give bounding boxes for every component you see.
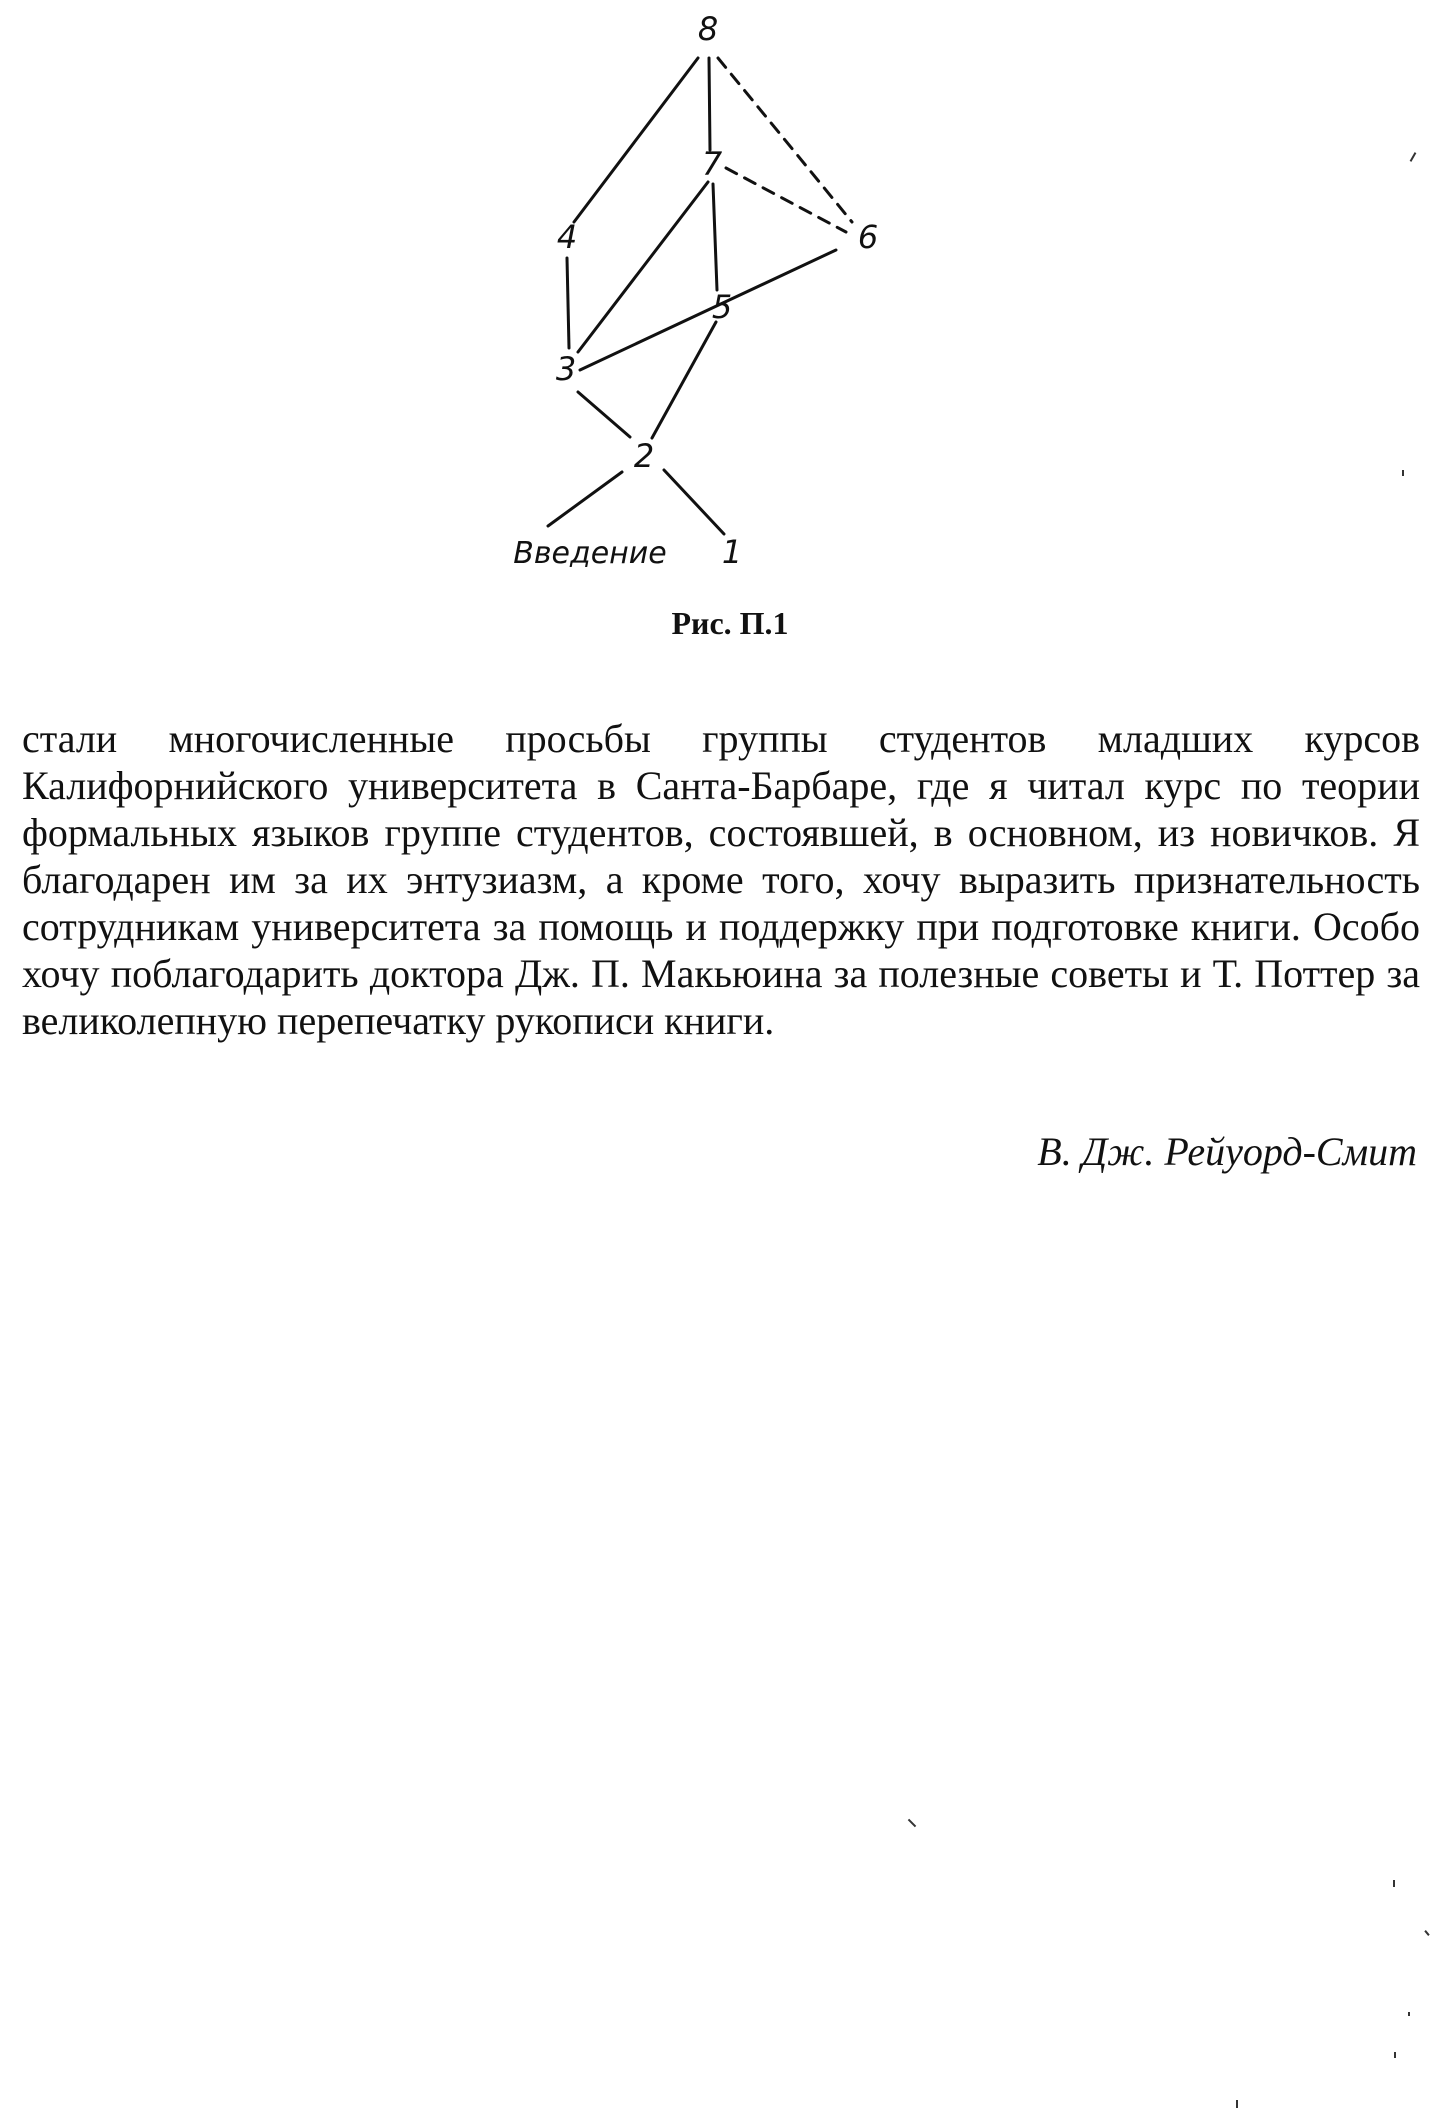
edge-4-3 bbox=[567, 258, 569, 348]
edge-8-6-dashed bbox=[718, 58, 852, 222]
node-label-5: 5 bbox=[711, 288, 733, 326]
node-label-2: 2 bbox=[633, 437, 655, 475]
edge-6-3 bbox=[580, 250, 836, 370]
node-label-1: 1 bbox=[721, 533, 743, 571]
edge-2-1 bbox=[664, 470, 724, 534]
edge-2-intro bbox=[548, 472, 622, 526]
figure-graph bbox=[0, 0, 1445, 680]
author-signature: В. Дж. Рейуорд-Смит bbox=[1037, 1129, 1417, 1174]
scan-speck bbox=[1424, 1930, 1429, 1936]
figure-caption: Рис. П.1 bbox=[671, 605, 789, 641]
edge-8-7 bbox=[709, 58, 710, 150]
scan-speck bbox=[1402, 470, 1404, 476]
node-label-7: 7 bbox=[701, 145, 723, 183]
node-label-6: 6 bbox=[857, 218, 879, 256]
edge-8-4 bbox=[574, 58, 698, 222]
node-label-3: 3 bbox=[555, 350, 577, 388]
body-paragraph: стали многочисленные просьбы группы студентов младших курсов Калифорнийского университета в Санта-Барбаре, где я читал курс по теории формальных языков группе студентов, состоявшей, в основном, из новичков. Я благодарен им за их энтузиазм, а кроме того, хочу выразить признательность сотрудникам университета за помощь и поддержку при подготовке книги. Особо хочу поблагодарить доктора Дж. П. Макьюина за полезные советы и Т. Поттер за великолепную перепечатку рукописи книги. bbox=[22, 716, 1420, 1043]
node-label-8: 8 bbox=[697, 10, 719, 48]
edge-7-6-dashed bbox=[726, 168, 846, 232]
scan-speck bbox=[1394, 2052, 1396, 2058]
scan-speck bbox=[908, 1819, 916, 1827]
scan-speck bbox=[1236, 2100, 1238, 2108]
scan-speck bbox=[1393, 1880, 1395, 1887]
edge-3-2 bbox=[578, 392, 630, 437]
graph-edges bbox=[548, 58, 852, 534]
edge-5-2 bbox=[652, 322, 716, 438]
node-label-4: 4 bbox=[556, 218, 578, 256]
edge-7-5 bbox=[713, 184, 717, 290]
node-label-intro: Введение bbox=[513, 536, 667, 571]
edge-7-3 bbox=[578, 182, 708, 352]
scan-speck bbox=[1408, 2012, 1410, 2016]
